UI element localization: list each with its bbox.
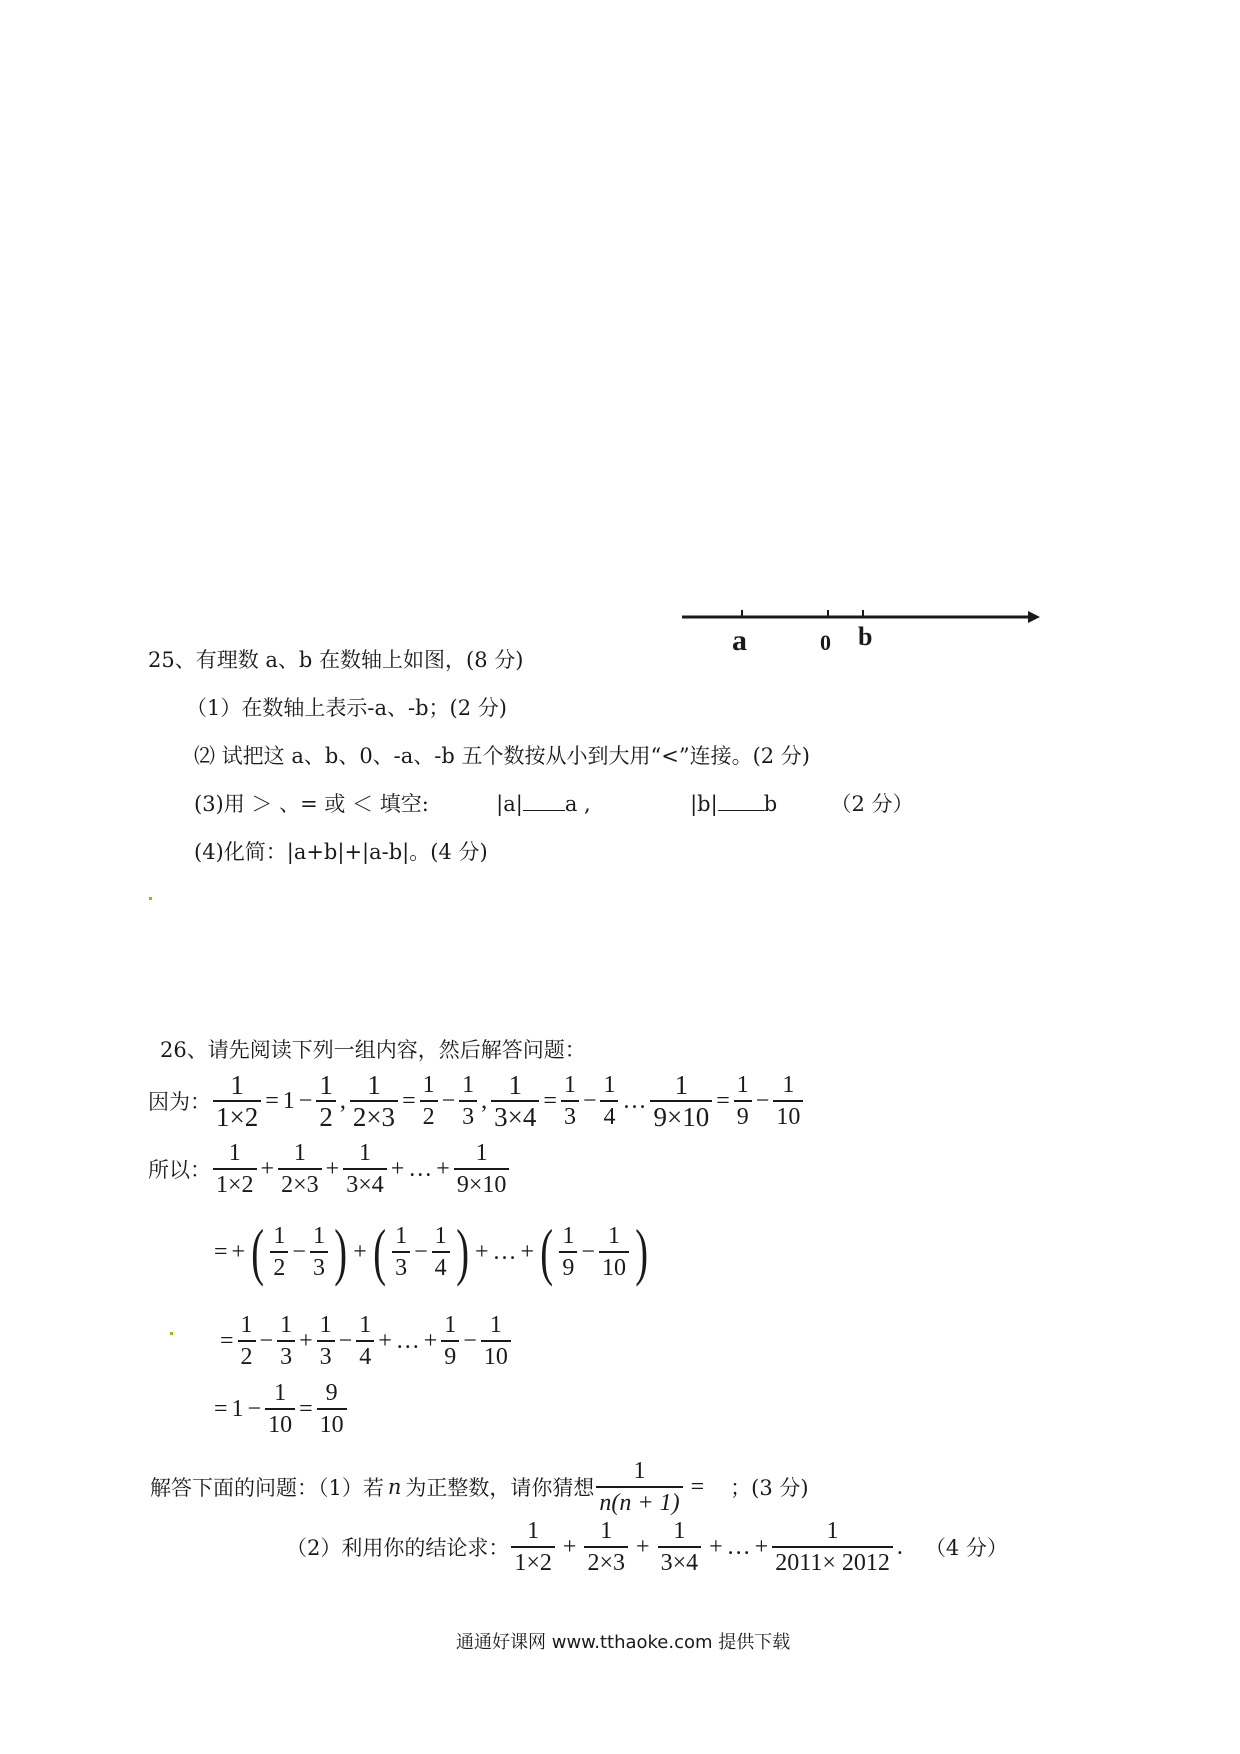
number-line-label-0: 0 [820, 630, 831, 655]
fraction: $\frac{1}{2}$ [238, 1310, 256, 1372]
q25-part4 [194, 836, 488, 866]
footer-text: 通通好课网 www.tthaoke.com 提供下载 [456, 1632, 791, 1653]
q26-sub2-prefix: （2）利用你的结论求： [286, 1536, 510, 1560]
fraction: $\frac{1}{3}$ [561, 1070, 579, 1132]
variable-n: n [387, 1475, 402, 1499]
fraction: $\frac{1}{2}$ [316, 1070, 336, 1132]
fraction: $\frac{1}{2}$ [270, 1221, 288, 1283]
q25-part4-text: (4)化简：|a+b|+|a-b| [194, 840, 410, 864]
fraction: $\frac{1}{3}$ [317, 1310, 335, 1372]
q25-title: 25、有理数 a、b 在数轴上如图，(8 分) [148, 648, 524, 672]
fraction: $\frac{1}{n(n + 1)}$ [596, 1456, 682, 1518]
q26-sub2-score: （4 分） [924, 1536, 1008, 1560]
answer-blank-1[interactable] [523, 794, 565, 811]
fraction: $\frac{1}{3}$ [392, 1221, 410, 1283]
q26-title: 26、请先阅读下列一组内容，然后解答问题： [160, 1038, 586, 1062]
fraction: $\frac{1}{1\times 2}$ [511, 1516, 555, 1578]
fraction: $\frac{1}{2\times 3}$ [278, 1138, 322, 1200]
q25-part1: （1）在数轴上表示-a、-b；(2 分) [186, 696, 507, 720]
fraction: $\frac{1}{1\times 2}$ [213, 1138, 257, 1200]
fraction: $\frac{1}{10}$ [599, 1221, 629, 1283]
step-1: = + ( $\frac{1}{2}$ − $\frac{1}{3}$ ) + ( $\frac{1}{3}$ − $\frac{1}{4}$ ) + … + ( $\frac{1}{9}$ − $\frac{1}{10}$ ) [214, 1216, 648, 1287]
answer-blank-2[interactable] [718, 794, 764, 811]
fraction: $\frac{1}{10}$ [773, 1070, 803, 1132]
q25-part3-score: （2 分） [830, 792, 914, 816]
fraction: $\frac{1}{4}$ [600, 1070, 618, 1132]
fraction: $\frac{1}{2\times 3}$ [584, 1516, 628, 1578]
fraction: $\frac{1}{3}$ [459, 1070, 477, 1132]
q26-sub1-suffix: ；(3 分) [730, 1476, 809, 1500]
q25-part3-expr1-b: a , [564, 792, 591, 816]
fraction: $\frac{1}{3}$ [277, 1310, 295, 1372]
fraction: $\frac{1}{4}$ [432, 1221, 450, 1283]
step-3: = 1 − $\frac{1}{10}$ = $\frac{9}{10}$ [212, 1378, 349, 1440]
fraction: $\frac{1}{9\times 10}$ [454, 1138, 510, 1200]
fraction: $\frac{1}{9\times 10}$ [650, 1070, 712, 1132]
speck [170, 1332, 173, 1335]
so-label: 所以： [148, 1158, 211, 1182]
fraction: $\frac{1}{2011\times 2012}$ [772, 1516, 893, 1578]
fraction: $\frac{1}{1\times 2}$ [213, 1070, 261, 1132]
fraction: $\frac{1}{10}$ [481, 1310, 511, 1372]
fraction: $\frac{1}{3\times 4}$ [343, 1138, 387, 1200]
q25-part3-prefix: (3)用 ＞ 、= 或 ＜ 填空: [194, 792, 429, 816]
step-2: = $\frac{1}{2}$ − $\frac{1}{3}$ + $\frac{1}{3}$ − $\frac{1}{4}$ + … + $\frac{1}{9}$ − $\frac{1}{10}$ [218, 1310, 513, 1372]
fraction: $\frac{1}{2\times 3}$ [350, 1070, 398, 1132]
q26-sub1-mid: 为正整数，请你猜想 [405, 1476, 595, 1500]
fraction: $\frac{9}{10}$ [317, 1378, 347, 1440]
q26-sub1-prefix: 解答下面的问题：（1）若 [150, 1476, 384, 1500]
number-line-label-b: b [858, 622, 873, 651]
because-line: 因为： $\frac{1}{1\times 2}$ = 1 − $\frac{1}{2}$ , $\frac{1}{2\times 3}$ = $\frac{1}{2}$ − $\frac{1}{3}$ , $\frac{1}{3\times 4}$ = $\frac{1}{3}$ − $\frac{1}{4}$ … $\frac{1}{9\times 10}$ = $\frac{1}{9}$ − $\frac{1}{10}$ [148, 1070, 805, 1132]
so-line: 所以： $\frac{1}{1\times 2}$ + $\frac{1}{2\times 3}$ + $\frac{1}{3\times 4}$ + … + $\frac{1}{9\times 10}$ [148, 1138, 511, 1200]
fraction: $\frac{1}{4}$ [356, 1310, 374, 1372]
q26-sub2: （2）利用你的结论求： $\frac{1}{1\times 2}$ + $\frac{1}{2\times 3}$ + $\frac{1}{3\times 4}$ + … + $\frac{1}{2011\times 2012}$ . （4 分） [286, 1518, 1008, 1576]
because-label: 因为： [148, 1090, 211, 1114]
fraction: $\frac{1}{3}$ [310, 1221, 328, 1283]
q25-part3-expr2: |b| [690, 792, 718, 816]
number-line-label-a: a [732, 624, 747, 657]
fraction: $\frac{1}{9}$ [441, 1310, 459, 1372]
fraction: $\frac{1}{2}$ [420, 1070, 438, 1132]
q25-part3 [194, 788, 914, 818]
fraction: $\frac{1}{9}$ [559, 1221, 577, 1283]
q26-sub1: 解答下面的问题：（1）若 n 为正整数，请你猜想 $\frac{1}{n(n + 1)}$ = ；(3 分) [150, 1458, 809, 1516]
fraction: $\frac{1}{3\times 4}$ [658, 1516, 702, 1578]
q25-part3-expr1: |a| [496, 792, 523, 816]
q25-part4-score: 。(4 分) [409, 840, 488, 864]
q25-part3-expr2-b: b [763, 792, 778, 816]
fraction: $\frac{1}{9}$ [734, 1070, 752, 1132]
fraction: $\frac{1}{10}$ [265, 1378, 295, 1440]
q25-part2: ⑵ 试把这 a、b、0、-a、-b 五个数按从小到大用“<”连接。(2 分) [194, 744, 810, 768]
fraction: $\frac{1}{3\times 4}$ [491, 1070, 539, 1132]
speck [149, 897, 152, 900]
